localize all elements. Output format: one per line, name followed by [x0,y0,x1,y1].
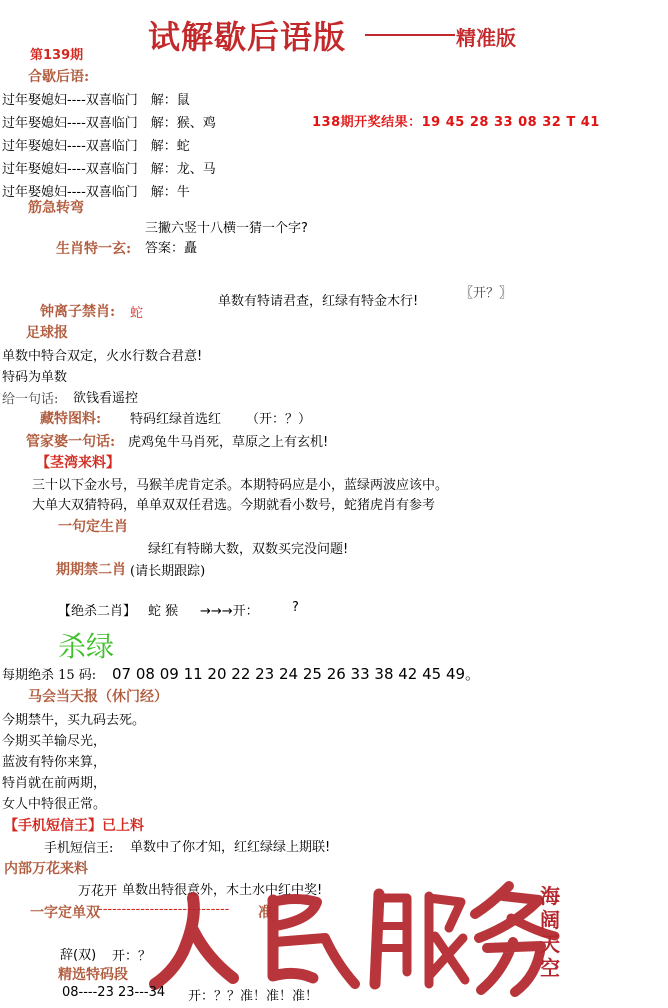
kill-two-label: 【绝杀二肖】 [58,604,137,619]
page-title: 试解歇后语版 [148,18,347,56]
xiehouyu-line: 过年娶媳妇----双喜临门 解：龙、马 [2,162,216,177]
hidden-chart-value: 特码红绿首选红 [130,412,222,427]
hidden-chart-label: 藏特图料: [40,411,102,427]
xiehouyu-line: 过年娶媳妇----双喜临门 解：蛇 [2,139,190,154]
horse-line: 蓝波有特你来算， [2,755,107,770]
odd-note: 单数有特请君查，红绿有特金木行! [218,294,419,309]
xiehouyu-heading: 合歇后语: [28,69,90,85]
lottery-result: 138期开奖结果：19 45 28 33 08 32 T 41 [312,115,600,130]
horse-line: 特肖就在前两期， [2,776,107,791]
sms-value: 单数中了你才知，红红绿绿上期联! [130,840,331,855]
one-zodiac-line: 绿红有特睇大数，双数买完没问题! [148,542,349,557]
horse-line: 今期买羊输尽光， [2,734,107,749]
title-divider [365,34,455,36]
zhongli-value: 蛇 [130,306,144,321]
xiehouyu-line: 过年娶媳妇----双喜临门 解：猴、鸡 [2,116,216,131]
kill-two-question: ? [292,600,299,615]
one-sentence-value: 欲钱看遥控 [73,391,139,406]
housekeeper-value: 虎鸡兔牛马肖死，草原之上有玄机! [128,435,329,450]
page-subtitle: 精准版 [456,26,516,50]
one-single-label: 一字定单双 [30,905,100,921]
xiehouyu-line: 过年娶媳妇----双喜临门 解：鼠 [2,93,190,108]
wanhua-value: 单数出特很意外，木土水中红中奖! [122,883,323,898]
horse-line: 今期禁牛，买九码去死。 [2,713,146,728]
horse-heading: 马会当天报（休门经） [28,689,168,705]
horse-line: 女人中特很正常。 [2,797,107,812]
chawan-line: 大单大双猜特码，单单双双任君选。今期就看小数号，蛇猪虎肖有参考 [32,498,436,513]
one-single-end: 准 [258,905,272,921]
brain-teaser-heading: 筋急转弯 [28,200,84,216]
one-zodiac-heading: 一句定生肖 [58,519,128,535]
odd-note-tag: 〖开？〗 [460,286,513,301]
wanhua-heading: 内部万花来料 [4,861,88,877]
housekeeper-label: 管家婆一句话: [26,434,116,450]
zodiac-label: 生肖特一玄: [56,241,132,257]
brain-teaser-answer: 答案：矗 [145,241,198,256]
ban-two-label: 期期禁二肖 [56,562,126,578]
selected-range: 08----23 23---34 [62,985,166,1000]
watermark-side-chars: 海阔天空 [540,884,560,980]
sms-heading: 【手机短信王】已上料 [4,818,144,834]
zhongli-label: 钟离子禁肖: [40,304,116,320]
one-single-dashes: ---------------------------- [98,902,230,917]
kill-two-value: 蛇 猴 [148,604,179,619]
ci-tag: 开：？ [112,949,152,964]
kill-color: 杀绿 [58,630,115,663]
kill15-label: 每期绝杀 15 码: [2,668,97,683]
football-line: 单数中特合双定，火水行数合君意! [2,349,203,364]
selected-heading: 精选特码段 [58,967,128,983]
kill-two-arrow: →→→开： [200,604,259,619]
selected-tag: 开：？？准！准！准！ [188,989,319,1004]
issue-number: 第139期 [30,48,84,63]
kill15-numbers: 07 08 09 11 20 22 23 24 25 26 33 38 42 45 49。 [112,665,481,683]
watermark-calligraphy [145,880,565,1000]
one-sentence-label: 给一句话: [2,392,59,407]
watermark-side-text [540,884,570,980]
brain-teaser-question: 三撇六竖十八横一猜一个字? [145,221,308,236]
football-heading: 足球报 [26,325,68,341]
sms-label: 手机短信王: [44,841,114,856]
wanhua-label: 万花开 [78,884,118,899]
ban-two-note: (请长期跟踪) [130,564,206,579]
chawan-line: 三十以下金水号，马猴羊虎肯定杀。本期特码应是小，蓝绿两波应该中。 [32,478,449,493]
ci-label: 辞(双) [60,948,97,963]
chawan-heading: 【茎湾来料】 [36,455,120,471]
football-line: 特码为单数 [2,370,68,385]
hidden-chart-tag: （开：？） [246,412,312,427]
xiehouyu-line: 过年娶媳妇----双喜临门 解：牛 [2,185,190,200]
